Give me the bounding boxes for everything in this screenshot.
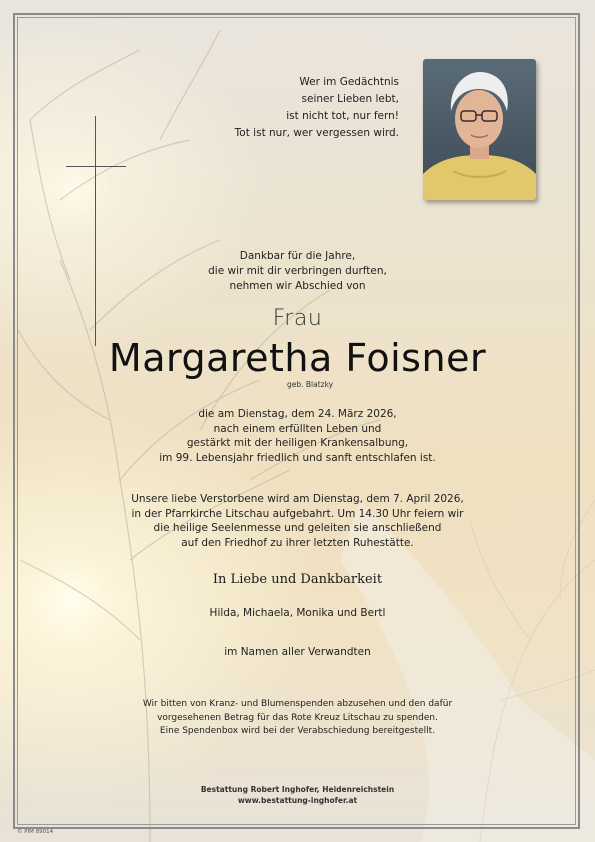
- funeral-details: [0, 492, 595, 550]
- birth-name: geb. Blatzky: [287, 380, 334, 389]
- donation-line: vorgesehenen Betrag für das Rote Kreuz Litschau zu spenden.: [157, 712, 438, 723]
- mourners: Hilda, Michaela, Monika und Bertl: [209, 607, 386, 619]
- undertaker-website[interactable]: www.bestattung-inghofer.at: [237, 796, 358, 805]
- donation-line: Eine Spendenbox wird bei der Verabschiedung bereitgestellt.: [159, 726, 436, 736]
- intro-line: nehmen wir Abschied von: [229, 280, 366, 292]
- donation-line: Wir bitten von Kranz- und Blumenspenden abzusehen und den dafür: [142, 699, 453, 709]
- death-notice-line: gestärkt mit der heiligen Krankensalbung,: [186, 437, 409, 449]
- copyright-note: © PIM 89014: [17, 829, 54, 835]
- death-notice-line: nach einem erfüllten Leben und: [213, 422, 382, 435]
- undertaker-info: [0, 784, 595, 806]
- funeral-line: in der Pfarrkirche Litschau aufgebahrt. Um 14.30 Uhr feiern wir: [131, 507, 464, 520]
- death-notice-line: die am Dienstag, dem 24. März 2026,: [198, 408, 397, 420]
- poem-line: Tot ist nur, wer vergessen wird.: [234, 127, 399, 139]
- poem: [235, 74, 399, 142]
- poem-line: seiner Lieben lebt,: [301, 93, 399, 105]
- deceased-name: Margaretha Foisner: [108, 336, 487, 380]
- intro-text: [0, 249, 595, 294]
- salutation: Frau: [272, 306, 323, 331]
- portrait-photo: [423, 59, 536, 200]
- death-notice: [0, 407, 595, 465]
- relatives-line: im Namen aller Verwandten: [224, 646, 371, 658]
- donation-request: [0, 698, 595, 739]
- closing-heading: In Liebe und Dankbarkeit: [212, 572, 383, 587]
- funeral-line: auf den Friedhof zu ihrer letzten Ruhestätte.: [181, 536, 414, 549]
- intro-line: die wir mit dir verbringen durften,: [208, 265, 387, 277]
- poem-line: ist nicht tot, nur fern!: [286, 110, 399, 122]
- funeral-line: die heilige Seelenmesse und geleiten sie anschließend: [153, 522, 442, 534]
- intro-line: Dankbar für die Jahre,: [239, 250, 356, 262]
- poem-line: Wer im Gedächtnis: [299, 76, 399, 88]
- death-notice-line: im 99. Lebensjahr friedlich und sanft entschlafen ist.: [159, 451, 436, 464]
- undertaker-name: Bestattung Robert Inghofer, Heidenreichstein: [200, 785, 395, 794]
- funeral-line: Unsere liebe Verstorbene wird am Dienstag, dem 7. April 2026,: [131, 493, 464, 505]
